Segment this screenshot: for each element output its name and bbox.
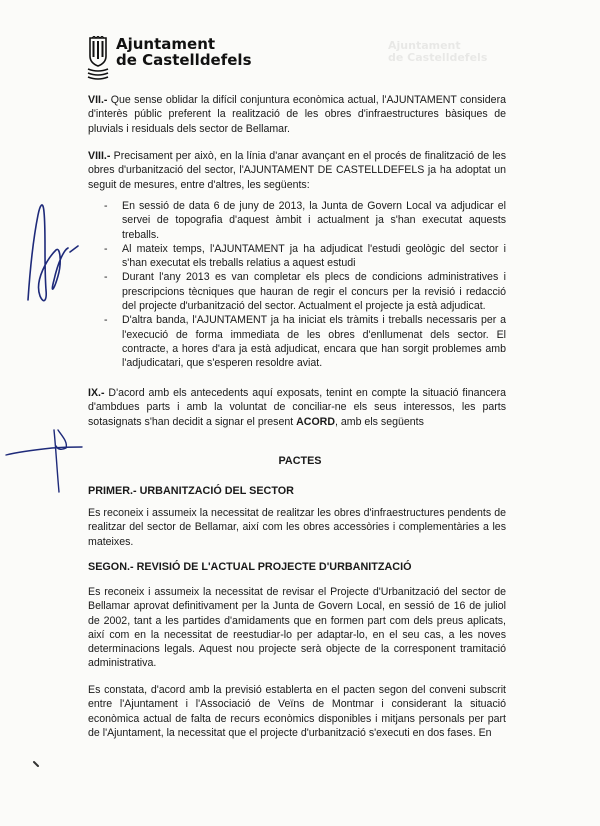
page-dot (34, 762, 38, 766)
paragraph-ix-number: IX.- (88, 387, 105, 399)
segon-text-1: Es reconeix i assumeix la necessitat de revisar el Projecte d'Urbanització del sector de Bellamar aprovat definitivament per la Junta de Govern Local, en sessió de 16 de juliol de 2002, tant a les partides d'amidaments que en formen part com dels preus aplicats, així com en la necessitat de reestudiar-lo per adaptar-lo, en el seu cas, a les noves determinacions legals. Aquest nou projecte serà objecte de la corresponent tramitació administrativa. (88, 586, 506, 670)
list-item-text: Al mateix temps, l'AJUNTAMENT ja ha adjudicat l'estudi geològic del sector i s'han executat els treballs relatius a aquest estudi (122, 242, 506, 270)
list-item-text: En sessió de data 6 de juny de 2013, la Junta de Govern Local va adjudicar el servei de topografia d'aquest àmbit i actualment ja s'han executat aquests treballs. (122, 200, 506, 241)
list-item-text: D'altra banda, l'AJUNTAMENT ja ha iniciat els tràmits i treballs necessaris per a l'execució de forma immediata de les obres d'enllumenat dels sector. El contracte, a hores d'ara ja està adjudicat, encara que han sorgit problemes amb l'adjudicatari, que s'esperen resoldre aviat. (122, 314, 506, 370)
signature-initials (28, 205, 78, 301)
paragraph-vii-text: Que sense oblidar la difícil conjuntura econòmica actual, l'AJUNTAMENT considera d'interès públic preferent la realització de les obres d'infraestructures bàsiques de pluvials i residuals dels sector de Bellamar. (88, 94, 506, 135)
segon-section-2 (88, 683, 506, 740)
segon-text-2: Es constata, d'acord amb la previsió establerta en el pacten segon del conveni subscrit entre l'Ajuntament i l'Associació de Veïns de Montmar i considerant la situació econòmica actual de falta de recurs econòmics disponibles i mitjans personals per part de l'Ajuntament, la necessitat que el projecte d'urbanització s'executi en dos fases. En (88, 684, 506, 739)
paragraph-vii-number: VII.- (88, 94, 108, 106)
bleed-through-logo (388, 40, 487, 64)
paragraph-viii-text: Precisament per això, en la línia d'anar avançant en el procés de finalització de les obres d'urbanització del sector, l'AJUNTAMENT DE CASTELLDEFELS ja ha adoptat un seguit de mesures, entre d'altres, les següents: (88, 150, 506, 191)
coat-of-arms-icon (86, 36, 110, 80)
list-item-text: Durant l'any 2013 es van completar els plecs de condicions administratives i prescripcions tècniques que hauran de regir el concurs per la revisió i redacció del projecte d'urbanització del sector. Actualment el projecte ja està adjudicat. (122, 271, 506, 313)
bullet-dash: - (104, 314, 108, 327)
paragraph-viii (88, 149, 506, 192)
paragraph-ix (88, 386, 506, 429)
primer-heading: PRIMER.- URBANITZACIÓ DEL SECTOR (88, 485, 294, 497)
measures-list (104, 199, 506, 371)
bullet-dash: - (104, 271, 108, 284)
ghost-line1: Ajuntament (388, 39, 461, 52)
paragraph-vii (88, 93, 506, 136)
pactes-title: PACTES (278, 455, 322, 467)
bullet-dash: - (104, 242, 108, 255)
list-item (104, 270, 506, 313)
ajuntament-logo (86, 36, 252, 80)
bullet-dash: - (104, 200, 108, 212)
list-item (104, 242, 506, 271)
org-name-line2: de Castelldefels (116, 51, 252, 69)
org-name-line1: Ajuntament (116, 35, 216, 53)
segon-section-1 (88, 585, 506, 671)
acord-keyword: ACORD (296, 415, 335, 428)
ghost-line2: de Castelldefels (388, 51, 488, 64)
list-item (104, 199, 506, 242)
primer-section (88, 506, 506, 549)
paragraph-ix-end: , amb els següents (334, 415, 424, 428)
paragraph-ix-text: D'acord amb els antecedents aquí exposats, tenint en compte la situació financera d'ambdues parts i amb la voluntat de conciliar-ne els seus interessos, les parts sotasignats s'han decidit a signar el present (88, 387, 506, 428)
paragraph-viii-number: VIII.- (88, 150, 111, 162)
segon-heading: SEGON.- REVISIÓ DE L'ACTUAL PROJECTE D'URBANITZACIÓ (88, 561, 412, 573)
primer-text: Es reconeix i assumeix la necessitat de realitzar les obres d'infraestructures pendents de realitzar del sector de Bellamar, així com les obres accessòries i complementàries a les mateixes. (88, 507, 506, 548)
list-item (104, 313, 506, 370)
